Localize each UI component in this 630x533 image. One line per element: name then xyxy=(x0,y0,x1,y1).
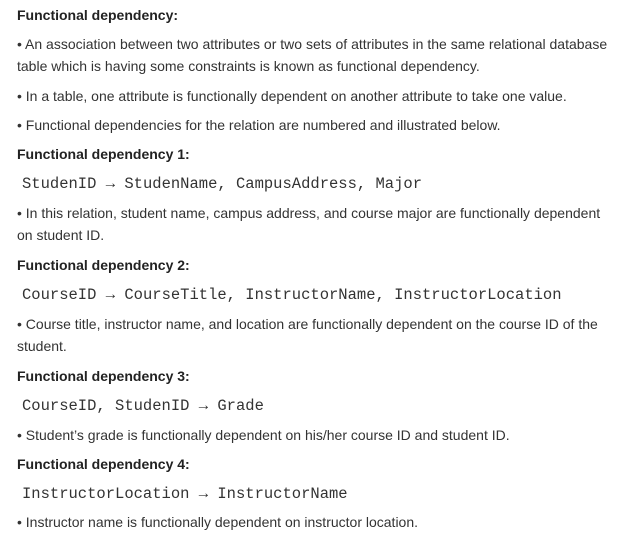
fd4-lhs: InstructorLocation xyxy=(22,485,190,503)
arrow-icon: → xyxy=(198,397,209,415)
fd2-lhs: CourseID xyxy=(22,286,97,304)
fd4-description: • Instructor name is functionally dependent on instructor location. xyxy=(17,514,419,530)
fd4-formula xyxy=(22,483,348,505)
fd2-description-line-2: student. xyxy=(17,338,67,354)
fd3-description: • Student’s grade is functionally dependent on his/her course ID and student ID. xyxy=(17,427,510,443)
fd4-heading: Functional dependency 4: xyxy=(17,456,190,472)
fd1-formula xyxy=(22,173,422,195)
arrow-icon: → xyxy=(105,286,116,304)
intro-paragraph-1-line-2: table which is having some constraints is known as functional dependency. xyxy=(17,58,480,74)
arrow-icon: → xyxy=(198,485,209,503)
arrow-icon: → xyxy=(105,175,116,193)
fd2-heading: Functional dependency 2: xyxy=(17,257,190,273)
main-heading: Functional dependency: xyxy=(17,7,179,23)
fd1-heading: Functional dependency 1: xyxy=(17,146,190,162)
fd2-description-line-1: • Course title, instructor name, and location are functionally dependent on the course ID of the xyxy=(17,316,598,332)
fd2-rhs: CourseTitle, InstructorName, InstructorLocation xyxy=(124,286,562,304)
fd1-description-line-1: • In this relation, student name, campus address, and course major are functionally dependent xyxy=(17,205,601,221)
intro-paragraph-1-line-1: • An association between two attributes or two sets of attributes in the same relational database xyxy=(17,36,608,52)
fd2-formula xyxy=(22,284,562,306)
fd1-rhs: StudenName, CampusAddress, Major xyxy=(124,175,423,193)
intro-paragraph-3: • Functional dependencies for the relation are numbered and illustrated below. xyxy=(17,117,501,133)
fd1-description-line-2: on student ID. xyxy=(17,227,105,243)
fd1-lhs: StudenID xyxy=(22,175,97,193)
fd3-rhs: Grade xyxy=(217,397,264,415)
fd3-heading: Functional dependency 3: xyxy=(17,368,190,384)
intro-paragraph-2: • In a table, one attribute is functionally dependent on another attribute to take one value. xyxy=(17,88,567,104)
fd3-formula xyxy=(22,395,264,417)
fd3-lhs: CourseID, StudenID xyxy=(22,397,190,415)
fd4-rhs: InstructorName xyxy=(217,485,348,503)
